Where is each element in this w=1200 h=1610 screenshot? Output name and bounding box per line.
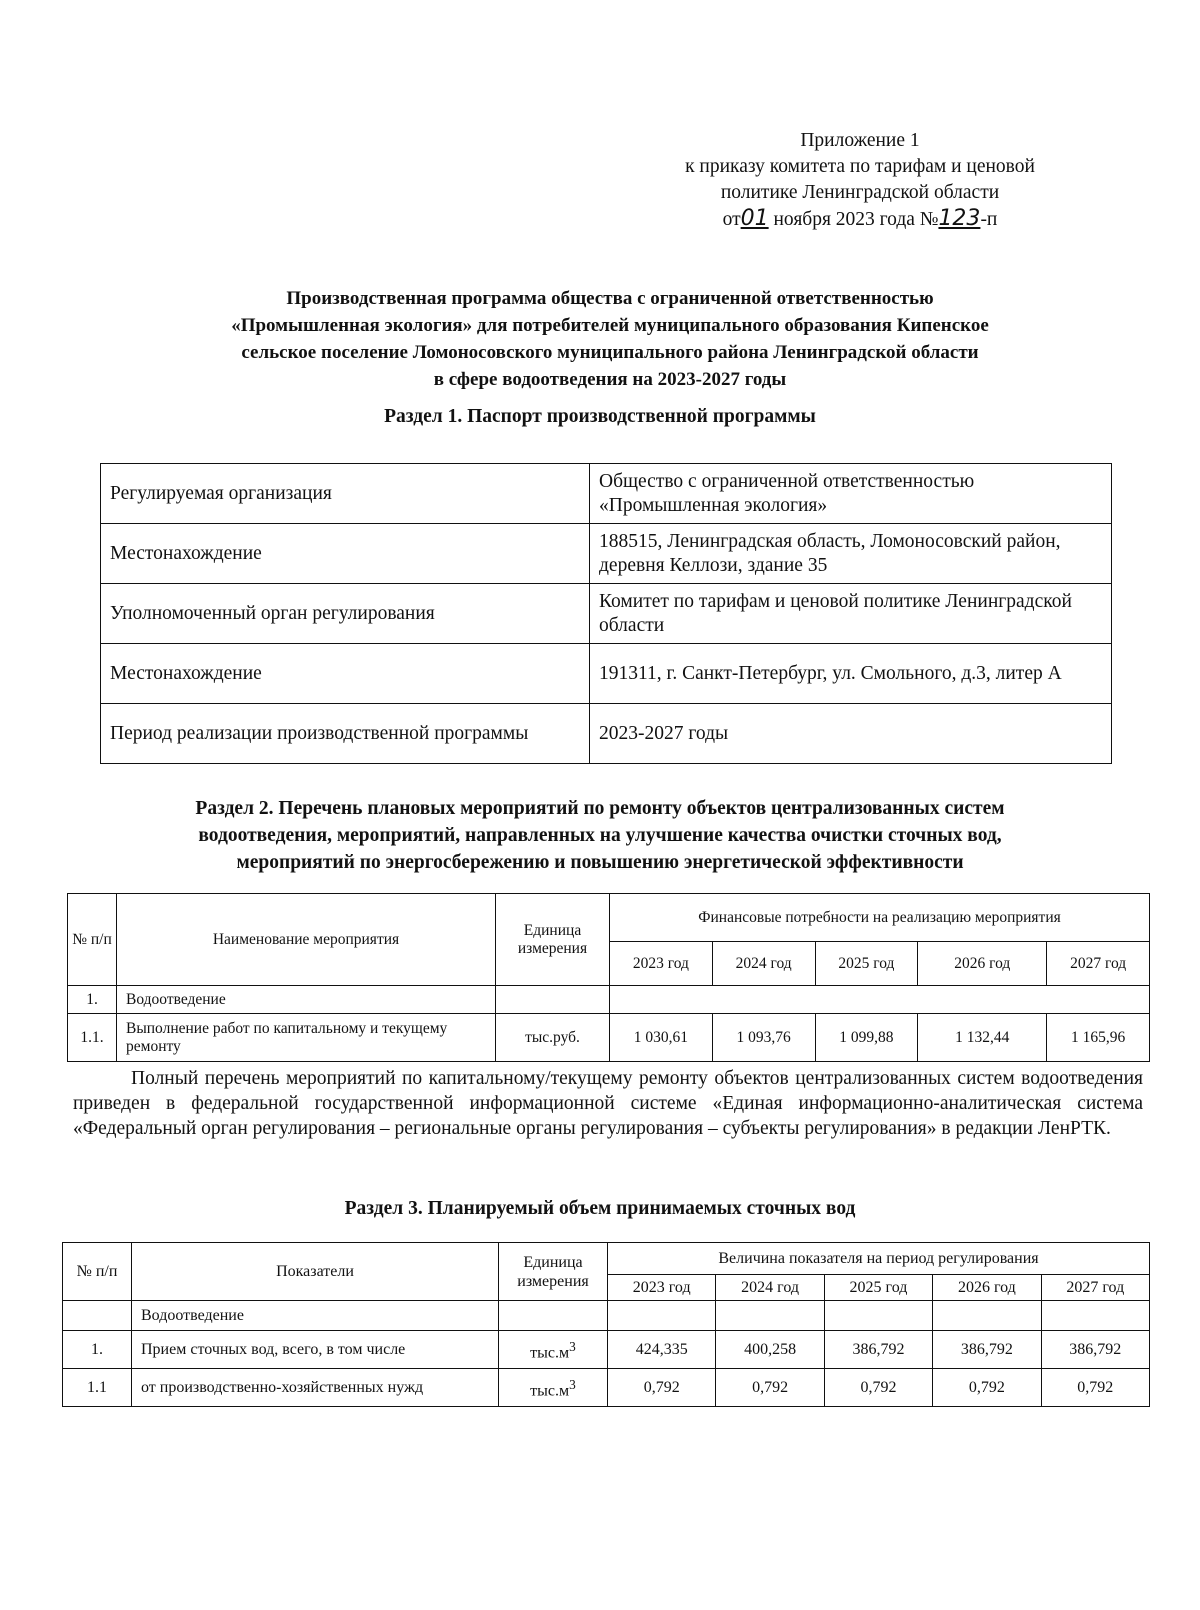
- year-header: 2027 год: [1041, 1275, 1149, 1301]
- passport-key: Местонахождение: [101, 524, 590, 584]
- passport-row: [101, 644, 1112, 704]
- row-num: 1.: [63, 1331, 132, 1369]
- row-value: 1 132,44: [918, 1014, 1047, 1062]
- row-name: Водоотведение: [132, 1301, 499, 1331]
- year-header: 2024 год: [716, 1275, 824, 1301]
- row-value: 1 093,76: [712, 1014, 815, 1062]
- row-value: 400,258: [716, 1331, 824, 1369]
- document-title: [120, 285, 1100, 393]
- row-value: 1 099,88: [815, 1014, 918, 1062]
- section2-heading-line1: Раздел 2. Перечень плановых мероприятий по ремонту объектов централизованных систем: [195, 798, 1005, 819]
- row-name: Выполнение работ по капитальному и текущему ремонту: [117, 1014, 496, 1062]
- row-unit: тыс.руб.: [496, 1014, 610, 1062]
- passport-value: 2023-2027 годы: [590, 704, 1112, 764]
- row-value: 0,792: [716, 1369, 824, 1407]
- number-suffix: -п: [980, 209, 998, 230]
- date-month-year: ноября 2023 года №: [773, 209, 939, 230]
- year-header: 2026 год: [933, 1275, 1041, 1301]
- row-value: 424,335: [608, 1331, 716, 1369]
- col-val-header: Величина показателя на период регулирования: [608, 1243, 1150, 1275]
- passport-key: Уполномоченный орган регулирования: [101, 584, 590, 644]
- section3-heading: Раздел 3. Планируемый объем принимаемых сточных вод: [344, 1198, 856, 1219]
- table-header-row: [68, 894, 1150, 942]
- passport-key: Период реализации производственной программы: [101, 704, 590, 764]
- col-num-header: № п/п: [63, 1243, 132, 1301]
- wastewater-volume-table: [62, 1242, 1150, 1407]
- title-line4: в сфере водоотведения на 2023-2027 годы: [433, 369, 787, 390]
- date-prefix: от: [722, 209, 741, 230]
- col-unit-header: Единица измерения: [499, 1243, 608, 1301]
- year-header: 2024 год: [712, 942, 815, 986]
- row-value: 1 030,61: [610, 1014, 713, 1062]
- year-header: 2027 год: [1047, 942, 1150, 986]
- row-name: Водоотведение: [117, 986, 496, 1014]
- appendix-line2: к приказу комитета по тарифам и ценовой: [685, 156, 1035, 177]
- handwritten-day: 01: [740, 206, 769, 231]
- row-name: от производственно-хозяйственных нужд: [132, 1369, 499, 1407]
- col-name-header: Наименование мероприятия: [117, 894, 496, 986]
- row-name: Прием сточных вод, всего, в том числе: [132, 1331, 499, 1369]
- row-value: 0,792: [933, 1369, 1041, 1407]
- section1-heading: Раздел 1. Паспорт производственной программы: [384, 406, 816, 427]
- row-value: 386,792: [824, 1331, 932, 1369]
- col-unit-header: Единица измерения: [496, 894, 610, 986]
- year-header: 2025 год: [824, 1275, 932, 1301]
- row-unit: $тыс.м^3$: [499, 1369, 608, 1407]
- row-unit: $тыс.м^3$: [499, 1331, 608, 1369]
- row-num: 1.1: [63, 1369, 132, 1407]
- col-name-header: Показатели: [132, 1243, 499, 1301]
- table-row: [63, 1369, 1150, 1407]
- row-value: 386,792: [933, 1331, 1041, 1369]
- passport-value: Комитет по тарифам и ценовой политике Ленинградской области: [590, 584, 1112, 644]
- passport-row: [101, 704, 1112, 764]
- row-value: 386,792: [1041, 1331, 1149, 1369]
- passport-table: [100, 463, 1112, 764]
- appendix-line3: политике Ленинградской области: [720, 182, 1000, 203]
- passport-row: [101, 464, 1112, 524]
- passport-value: 191311, г. Санкт-Петербург, ул. Смольного, д.3, литер А: [590, 644, 1112, 704]
- table-row: [63, 1301, 1150, 1331]
- title-line1: Производственная программа общества с ограниченной ответственностью: [286, 288, 934, 309]
- passport-row: [101, 584, 1112, 644]
- year-header: 2025 год: [815, 942, 918, 986]
- handwritten-number: 123: [938, 206, 981, 231]
- title-line3: сельское поселение Ломоносовского муниципального района Ленинградской области: [241, 342, 979, 363]
- year-header: 2023 год: [610, 942, 713, 986]
- table-row: [63, 1331, 1150, 1369]
- info-paragraph: Полный перечень мероприятий по капитальному/текущему ремонту объектов централизованных систем водоотведения приведен в федеральной государственной информационной системе «Единая информационно-аналитическая система «Федеральный орган регулирования – региональные органы регулирования – субъекты регулирования» в редакции ЛенРТК.: [73, 1068, 1143, 1139]
- row-num: 1.: [68, 986, 117, 1014]
- passport-value: 188515, Ленинградская область, Ломоносовский район, деревня Келлози, здание 35: [590, 524, 1112, 584]
- section2-heading: [60, 795, 1140, 876]
- row-value: 0,792: [1041, 1369, 1149, 1407]
- row-value: 1 165,96: [1047, 1014, 1150, 1062]
- passport-value: Общество с ограниченной ответственностью «Промышленная экология»: [590, 464, 1112, 524]
- col-num-header: № п/п: [68, 894, 117, 986]
- appendix-date-line: [600, 206, 1120, 233]
- row-num: 1.1.: [68, 1014, 117, 1062]
- year-header: 2023 год: [608, 1275, 716, 1301]
- passport-row: [101, 524, 1112, 584]
- appendix-header: [600, 128, 1120, 233]
- table-header-row: [63, 1243, 1150, 1275]
- passport-key: Местонахождение: [101, 644, 590, 704]
- passport-key: Регулируемая организация: [101, 464, 590, 524]
- section2-heading-line3: мероприятий по энергосбережению и повышению энергетической эффективности: [236, 852, 964, 873]
- table-row: [68, 986, 1150, 1014]
- row-value: 0,792: [824, 1369, 932, 1407]
- col-fin-header: Финансовые потребности на реализацию мероприятия: [610, 894, 1150, 942]
- year-header: 2026 год: [918, 942, 1047, 986]
- measures-table: [67, 893, 1150, 1062]
- row-value: 0,792: [608, 1369, 716, 1407]
- section2-heading-line2: водоотведения, мероприятий, направленных на улучшение качества очистки сточных вод,: [198, 825, 1002, 846]
- table-row: [68, 1014, 1150, 1062]
- appendix-line1: Приложение 1: [800, 130, 920, 151]
- title-line2: «Промышленная экология» для потребителей муниципального образования Кипенское: [231, 315, 989, 336]
